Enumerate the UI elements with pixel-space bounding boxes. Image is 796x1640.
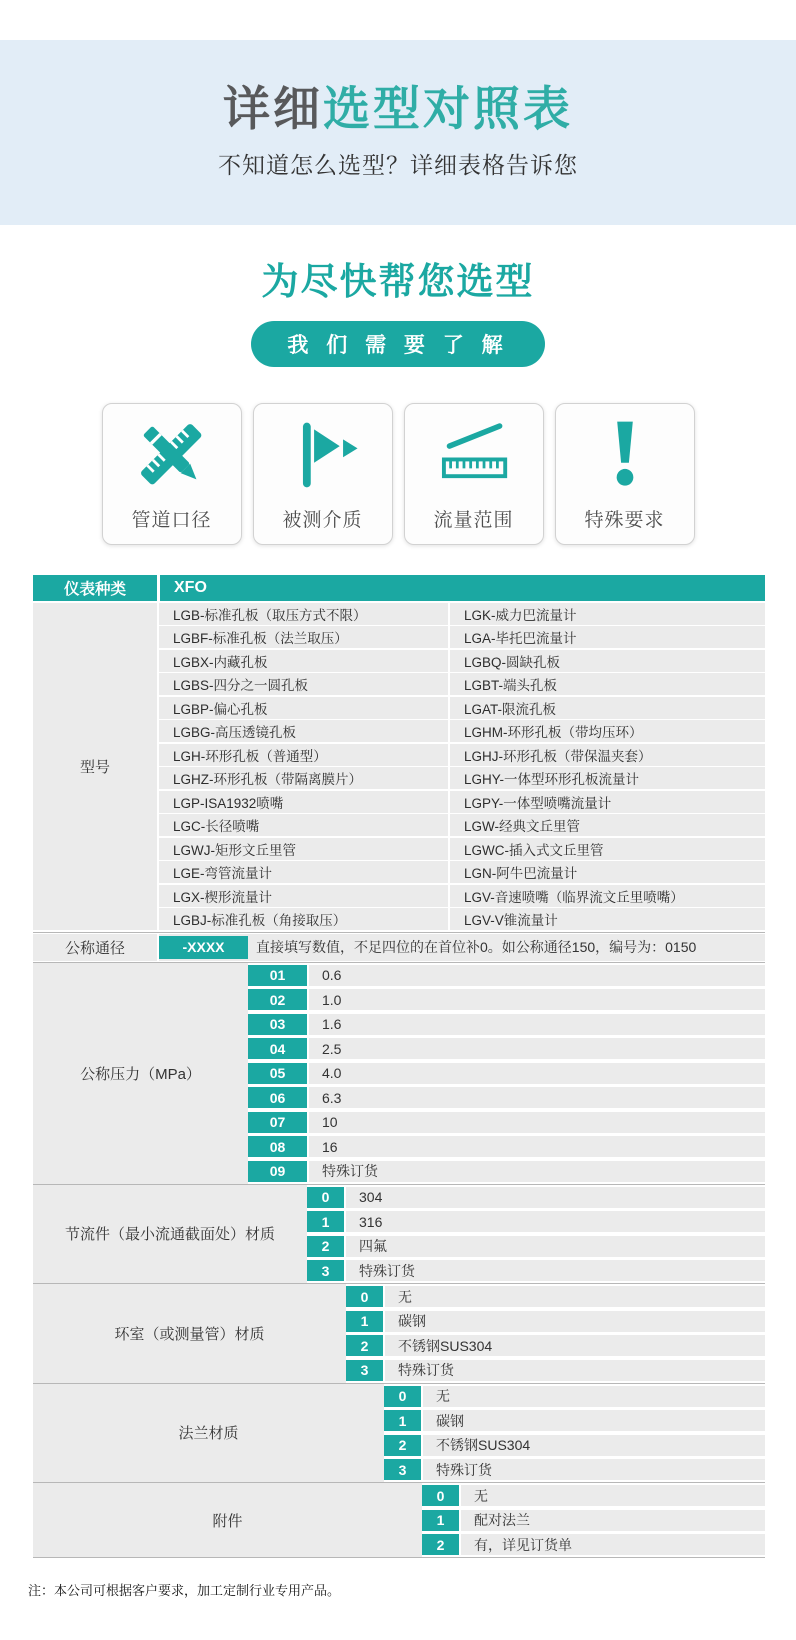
model-name: LGE-弯管流量计	[159, 861, 448, 883]
model-row	[159, 908, 765, 930]
code-value: 四氟	[346, 1236, 765, 1257]
spec-row	[248, 1161, 765, 1182]
code-value: 1.6	[309, 1014, 765, 1035]
exclamation-icon	[556, 404, 694, 505]
spec-row	[422, 1510, 765, 1531]
code-badge: 05	[248, 1063, 307, 1084]
intro-heading: 为尽快帮您选型	[261, 261, 535, 302]
model-name: LGC-长径喷嘴	[159, 814, 448, 836]
spec-section-label: 节流件（最小流通截面处）材质	[33, 1185, 307, 1284]
model-row	[159, 791, 765, 813]
code-badge: 3	[346, 1360, 383, 1381]
instrument-type-header: 仪表种类	[33, 575, 157, 601]
model-row	[159, 767, 765, 789]
model-row	[159, 673, 765, 695]
code-badge: 3	[384, 1459, 421, 1480]
code-value: 2.5	[309, 1038, 765, 1059]
intro-section	[0, 251, 796, 367]
code-value: 无	[461, 1485, 765, 1506]
spec-row	[248, 989, 765, 1010]
spec-section-rows	[384, 1384, 765, 1483]
model-name: LGHZ-环形孔板（带隔离膜片）	[159, 767, 448, 789]
model-name: LGK-威力巴流量计	[450, 603, 765, 625]
card-label: 被测介质	[282, 510, 363, 531]
model-name: LGV-音速喷嘴（临界流文丘里喷嘴）	[450, 885, 765, 907]
measure-ruler-icon	[405, 404, 543, 505]
spec-section	[33, 1284, 765, 1384]
spec-row	[384, 1435, 765, 1456]
code-value: 特殊订货	[346, 1260, 765, 1281]
spec-row	[307, 1236, 765, 1257]
instrument-type-value: XFO	[160, 575, 765, 601]
code-badge: 02	[248, 989, 307, 1010]
model-row	[159, 650, 765, 672]
spec-section	[33, 1483, 765, 1558]
card-flow-range	[404, 403, 544, 545]
code-badge: 3	[307, 1260, 344, 1281]
model-name: LGN-阿牛巴流量计	[450, 861, 765, 883]
spec-row	[248, 1014, 765, 1035]
model-row	[159, 720, 765, 742]
code-badge: 2	[307, 1236, 344, 1257]
code-value: 304	[346, 1187, 765, 1208]
model-row	[159, 861, 765, 883]
model-name: LGX-楔形流量计	[159, 885, 448, 907]
spec-row	[248, 1087, 765, 1108]
model-name: LGWJ-矩形文丘里管	[159, 838, 448, 860]
code-sections	[33, 963, 765, 1559]
code-value: 特殊订货	[423, 1459, 765, 1480]
code-badge: 1	[307, 1211, 344, 1232]
card-pipe-diameter	[102, 403, 242, 545]
spec-row	[422, 1485, 765, 1506]
flag-icon	[254, 404, 392, 505]
spec-section-rows	[346, 1284, 765, 1383]
spec-row	[248, 965, 765, 986]
spec-section-label: 环室（或测量管）材质	[33, 1284, 346, 1383]
spec-row	[384, 1410, 765, 1431]
spec-row	[346, 1286, 765, 1307]
code-value: 316	[346, 1211, 765, 1232]
card-label: 特殊要求	[584, 510, 665, 531]
spec-section-rows	[307, 1185, 765, 1284]
spec-row	[248, 1063, 765, 1084]
model-name: LGBF-标准孔板（法兰取压）	[159, 626, 448, 648]
model-name: LGV-V锥流量计	[450, 908, 765, 930]
nominal-diameter-content	[159, 934, 765, 961]
code-badge: 0	[346, 1286, 383, 1307]
model-row	[159, 697, 765, 719]
diameter-description: 直接填写数值，不足四位的在首位补0。如公称通径150，编号为：0150	[256, 939, 697, 955]
model-name: LGA-毕托巴流量计	[450, 626, 765, 648]
spec-row	[307, 1187, 765, 1208]
code-badge: 1	[346, 1311, 383, 1332]
spec-section	[33, 1185, 765, 1285]
nominal-diameter-label: 公称通径	[33, 934, 157, 961]
spec-row	[248, 1136, 765, 1157]
card-label: 流量范围	[433, 510, 514, 531]
spec-section	[33, 963, 765, 1185]
spec-section-label: 法兰材质	[33, 1384, 384, 1483]
model-name: LGPY-一体型喷嘴流量计	[450, 791, 765, 813]
requirement-cards	[0, 403, 796, 545]
model-row	[159, 885, 765, 907]
model-row	[159, 744, 765, 766]
model-name: LGBP-偏心孔板	[159, 697, 448, 719]
code-badge: 1	[384, 1410, 421, 1431]
model-section-label: 型号	[33, 603, 157, 931]
diameter-code-badge: -XXXX	[159, 936, 248, 959]
code-badge: 03	[248, 1014, 307, 1035]
model-row	[159, 626, 765, 648]
code-badge: 2	[346, 1335, 383, 1356]
code-badge: 04	[248, 1038, 307, 1059]
model-name: LGHY-一体型环形孔板流量计	[450, 767, 765, 789]
page-title	[223, 82, 573, 135]
page-title-rest: 选型对照表	[323, 82, 573, 135]
code-value: 10	[309, 1112, 765, 1133]
page-subtitle: 不知道怎么选型？详细表格告诉您	[218, 152, 578, 178]
code-value: 碳钢	[385, 1311, 765, 1332]
table-header-row	[33, 575, 765, 601]
model-name: LGBX-内藏孔板	[159, 650, 448, 672]
spec-row	[422, 1534, 765, 1555]
spec-row	[346, 1311, 765, 1332]
model-name: LGBQ-圆缺孔板	[450, 650, 765, 672]
code-badge: 07	[248, 1112, 307, 1133]
code-value: 1.0	[309, 989, 765, 1010]
code-value: 碳钢	[423, 1410, 765, 1431]
code-badge: 0	[422, 1485, 459, 1506]
spec-row	[384, 1386, 765, 1407]
model-name: LGH-环形孔板（普通型）	[159, 744, 448, 766]
code-value: 有，详见订货单	[461, 1534, 765, 1555]
spec-row	[307, 1211, 765, 1232]
spec-row	[307, 1260, 765, 1281]
code-badge: 09	[248, 1161, 307, 1182]
code-badge: 1	[422, 1510, 459, 1531]
code-value: 配对法兰	[461, 1510, 765, 1531]
spec-row	[384, 1459, 765, 1480]
spec-section-label: 公称压力（MPa）	[33, 963, 248, 1184]
model-name: LGHM-环形孔板（带均压环）	[450, 720, 765, 742]
spec-section-rows	[422, 1483, 765, 1557]
model-name: LGP-ISA1932喷嘴	[159, 791, 448, 813]
code-value: 不锈钢SUS304	[385, 1335, 765, 1356]
code-badge: 0	[384, 1386, 421, 1407]
model-row	[159, 603, 765, 625]
code-value: 无	[423, 1386, 765, 1407]
card-label: 管道口径	[131, 510, 212, 531]
model-name: LGBT-端头孔板	[450, 673, 765, 695]
code-value: 特殊订货	[309, 1161, 765, 1182]
spec-section	[33, 1384, 765, 1484]
model-row	[159, 814, 765, 836]
banner	[0, 40, 796, 225]
code-badge: 08	[248, 1136, 307, 1157]
code-value: 4.0	[309, 1063, 765, 1084]
card-measured-medium	[253, 403, 393, 545]
model-name: LGAT-限流孔板	[450, 697, 765, 719]
model-row	[159, 838, 765, 860]
code-badge: 0	[307, 1187, 344, 1208]
model-rows	[159, 603, 765, 931]
spec-row	[248, 1038, 765, 1059]
code-value: 16	[309, 1136, 765, 1157]
spec-row	[248, 1112, 765, 1133]
model-name: LGW-经典文丘里管	[450, 814, 765, 836]
code-value: 0.6	[309, 965, 765, 986]
spec-row	[346, 1360, 765, 1381]
nominal-diameter-row	[33, 933, 765, 963]
spec-row	[346, 1335, 765, 1356]
code-value: 不锈钢SUS304	[423, 1435, 765, 1456]
model-name: LGBG-高压透镜孔板	[159, 720, 448, 742]
code-value: 特殊订货	[385, 1360, 765, 1381]
footer-note: 注：本公司可根据客户要求，加工定制行业专用产品。	[28, 1583, 341, 1598]
code-value: 6.3	[309, 1087, 765, 1108]
code-value: 无	[385, 1286, 765, 1307]
page-title-accent: 详细	[223, 82, 323, 135]
code-badge: 01	[248, 965, 307, 986]
spec-section-label: 附件	[33, 1483, 422, 1557]
card-special-requirements	[555, 403, 695, 545]
ruler-pencil-icon	[103, 404, 241, 505]
we-need-to-know-button[interactable]: 我 们 需 要 了 解	[251, 321, 544, 367]
code-badge: 06	[248, 1087, 307, 1108]
selection-table	[33, 575, 765, 1558]
model-name: LGB-标准孔板（取压方式不限）	[159, 603, 448, 625]
model-section	[33, 603, 765, 933]
model-name: LGBS-四分之一圆孔板	[159, 673, 448, 695]
code-badge: 2	[422, 1534, 459, 1555]
model-name: LGWC-插入式文丘里管	[450, 838, 765, 860]
spec-section-rows	[248, 963, 765, 1184]
model-name: LGBJ-标准孔板（角接取压）	[159, 908, 448, 930]
model-name: LGHJ-环形孔板（带保温夹套）	[450, 744, 765, 766]
code-badge: 2	[384, 1435, 421, 1456]
